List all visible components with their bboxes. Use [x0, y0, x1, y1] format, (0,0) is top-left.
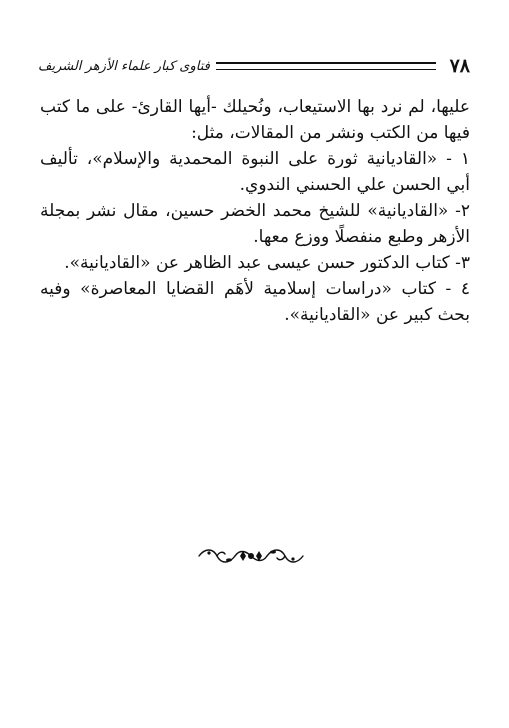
- intro-paragraph: عليها، لم نرد بها الاستيعاب، ونُحيلك -أيها القارئ- على ما كتب فيها من الكتب ونشر من المقالات، مثل:: [40, 97, 470, 143]
- list-item: [40, 146, 470, 198]
- page-number: ٧٨: [449, 54, 470, 77]
- page-body: [40, 94, 470, 328]
- item-number: ٢-: [455, 201, 470, 221]
- running-title: فتاوى كبار علماء الأزهر الشريف: [38, 58, 210, 74]
- list-item: [40, 276, 470, 328]
- list-item: [40, 198, 470, 250]
- item-number: ٣-: [455, 253, 470, 273]
- page-header: [38, 53, 470, 79]
- item-number: ٤ -: [445, 279, 470, 299]
- item-text: «القاديانية» للشيخ محمد الخضر حسين، مقال نشر بمجلة الأزهر وطبع منفصلًا ووزع معها.: [40, 201, 470, 247]
- item-number: ١ -: [446, 149, 471, 169]
- floral-ornament-icon: [195, 545, 307, 567]
- header-rule: [216, 62, 436, 70]
- item-text: «القاديانية ثورة على النبوة المحمدية والإسلام»، تأليف أبي الحسن علي الحسني الندوي.: [40, 149, 470, 195]
- list-item: [40, 250, 470, 276]
- item-text: كتاب «دراسات إسلامية لأهَم القضايا المعاصرة» وفيه بحث كبير عن «القاديانية».: [40, 279, 470, 325]
- item-text: كتاب الدكتور حسن عيسى عبد الظاهر عن «القاديانية».: [64, 253, 450, 273]
